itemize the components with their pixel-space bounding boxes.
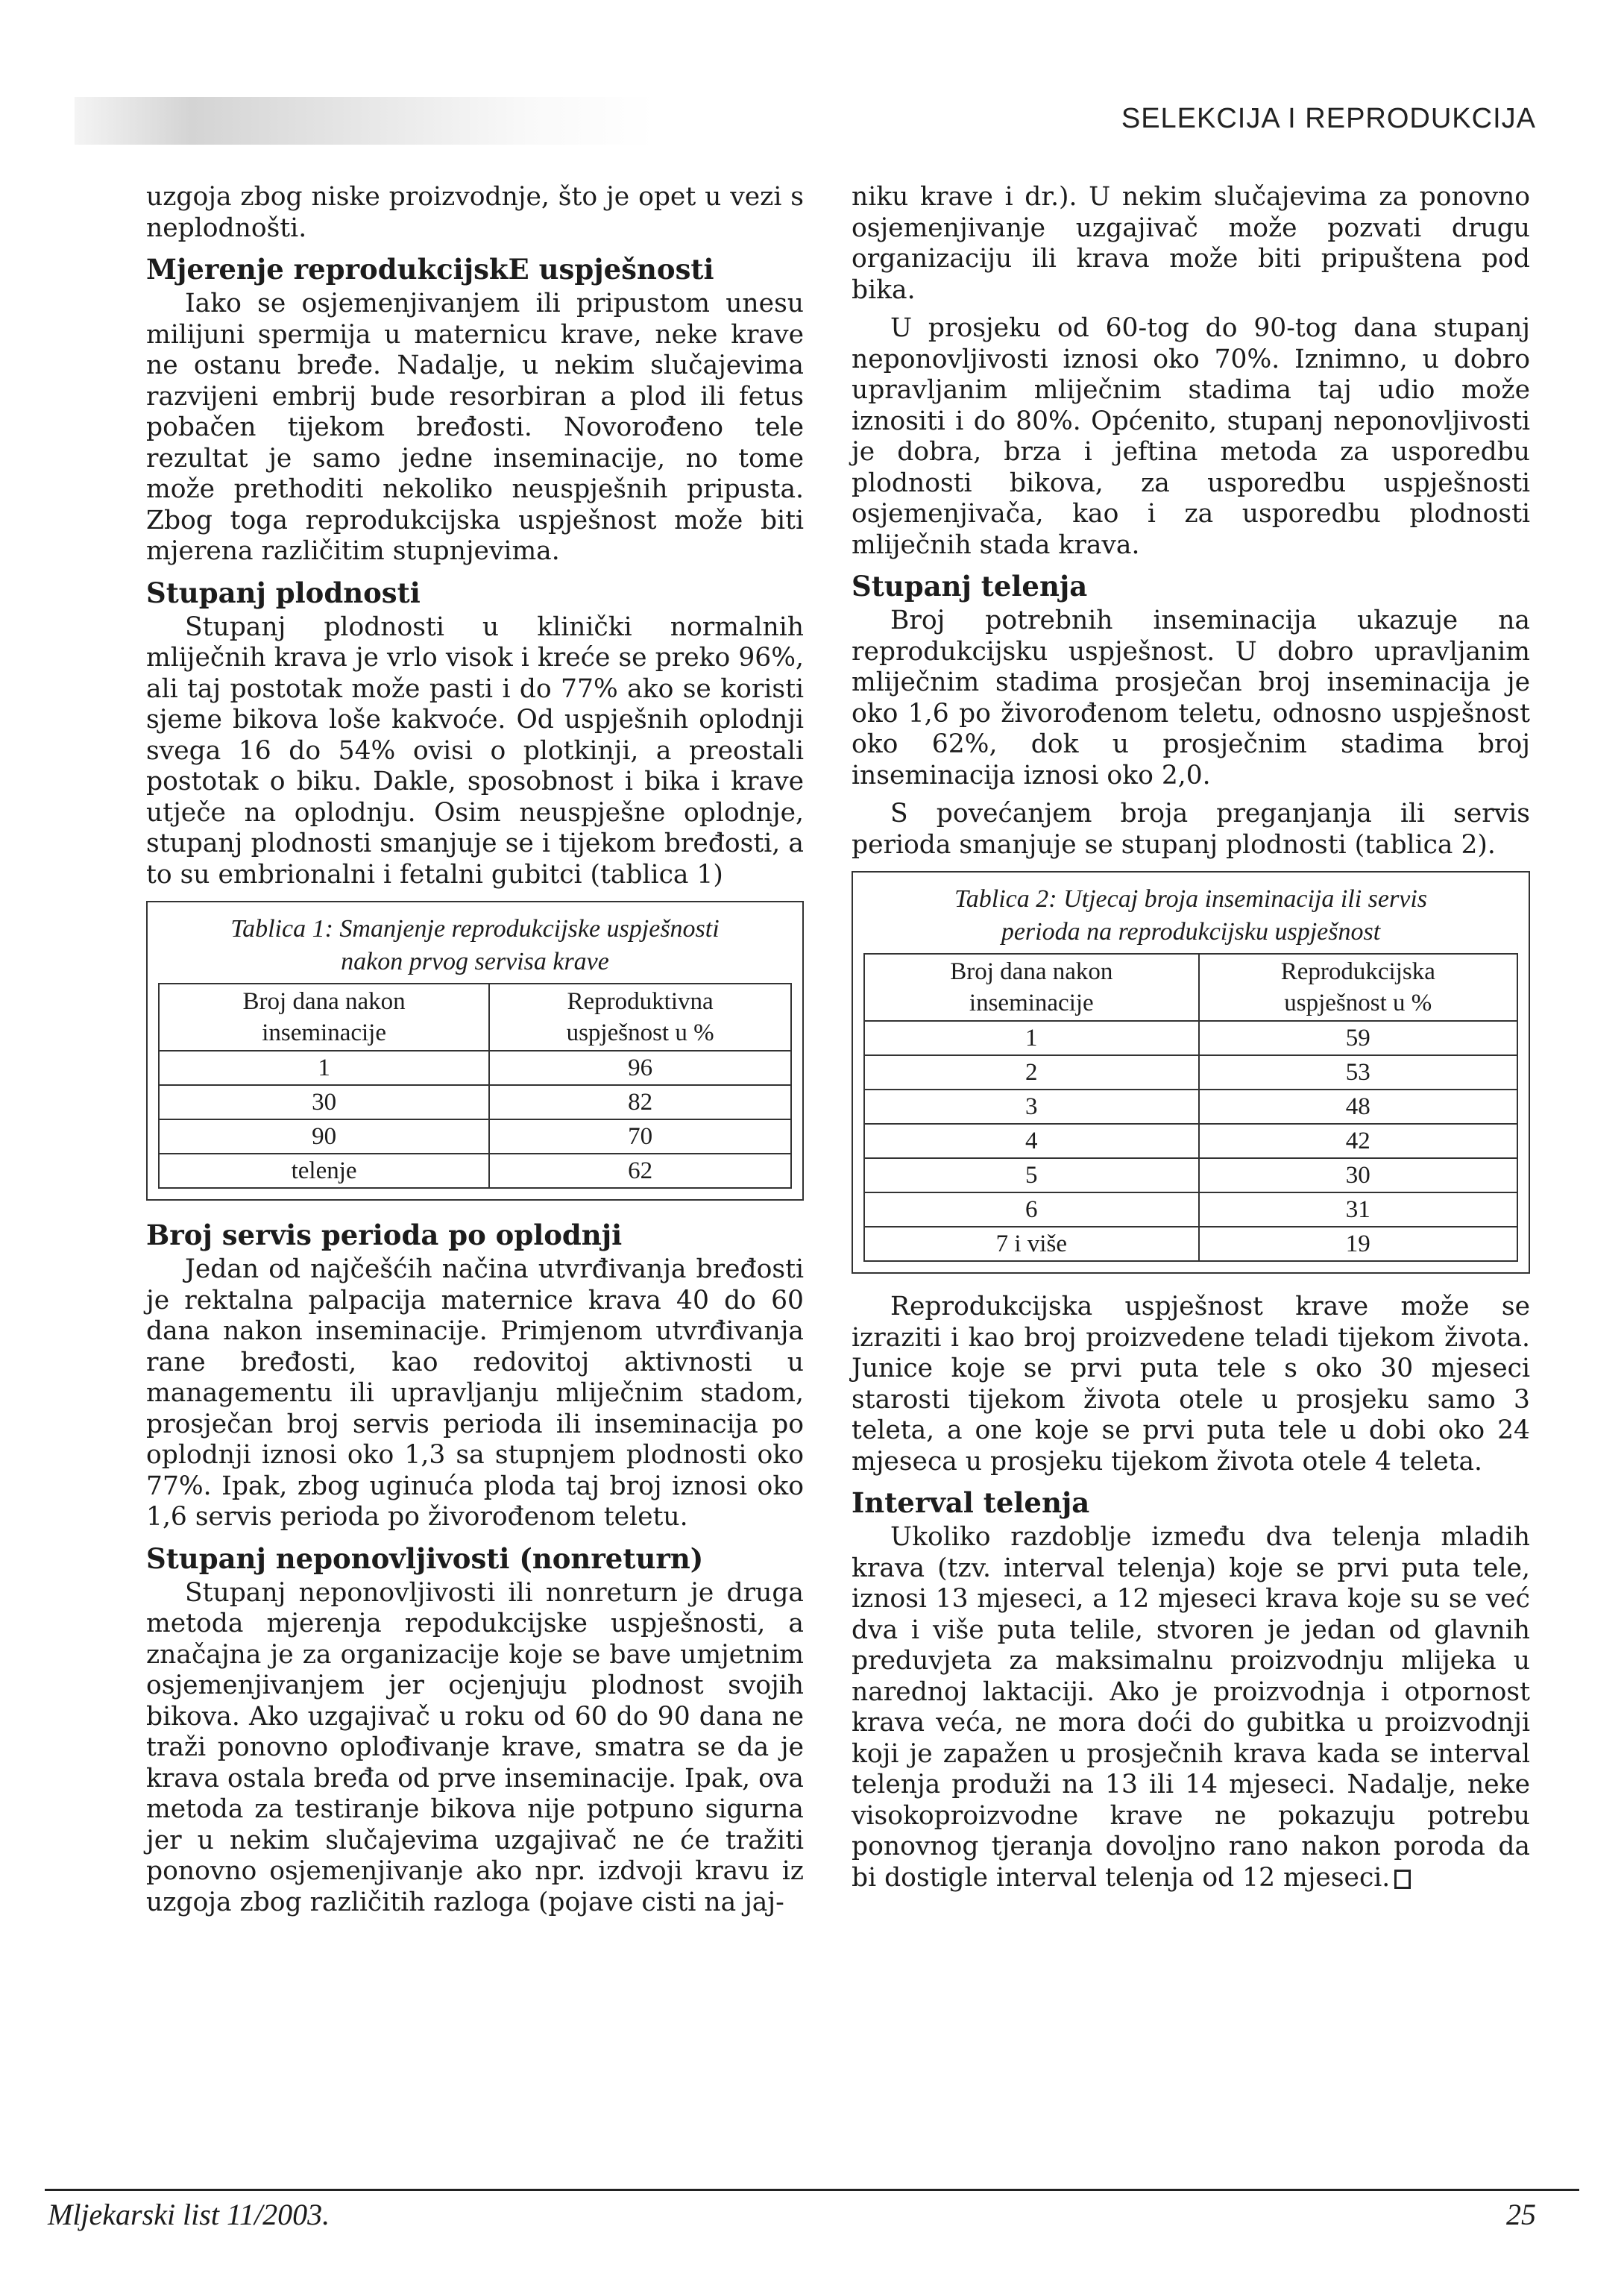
paragraph-povecanjem: S povećanjem broja preganjanja ili servis perioda smanjuje se stupanj plodnosti (tablica 2).: [852, 799, 1530, 860]
table-row: [864, 1124, 1517, 1158]
paragraph-nonreturn: Stupanj neponovljivosti ili nonreturn je druga metoda mjerenja repodukcijske uspješnosti, a značajna je za organizacije koje se bave umjetnim osjemenjivanjem jer ocjenjuju plodnost svojih bikova. Ako uzgajivač u roku od 60 do 90 dana ne traži ponovno oplođivanje krave, smatra se da je krava ostala bređa od prve inseminacije. Ipak, ova metoda za testiranje bikova nije potpuno sigurna jer u nekim slučajevima uzgajivač ne će tražiti ponovno osjemenjivanje ako npr. izdvoji kravu iz uzgoja zbog različitih razloga (pojave cisti na jaj-: [146, 1577, 804, 1917]
table-cell: 7 i više: [864, 1227, 1199, 1261]
table-row: [159, 1085, 791, 1119]
table-cell: 90: [159, 1119, 489, 1154]
table-row: [864, 1090, 1517, 1124]
heading-stupanj-plodnosti: Stupanj plodnosti: [146, 576, 421, 609]
table-cell: 48: [1199, 1090, 1517, 1124]
footer-rule: [45, 2189, 1579, 2191]
table-cell: 70: [489, 1119, 791, 1154]
heading-mjerenje: Mjerenje reprodukcijskE uspješnosti: [146, 253, 714, 286]
table-row: [864, 1055, 1517, 1090]
heading-interval-telenja: Interval telenja: [852, 1486, 1090, 1519]
table-header-row: [159, 984, 791, 1051]
table-header-cell: [159, 984, 489, 1051]
table-row: [864, 1192, 1517, 1227]
table-1-caption-line2: nakon prvog servisa krave: [341, 948, 609, 975]
header-text: uspješnost u %: [1284, 990, 1432, 1016]
table-1-grid: [158, 983, 792, 1189]
table-cell: 4: [864, 1124, 1199, 1158]
paragraph-stupanj-telenja: Broj potrebnih inseminacija ukazuje na reprodukcijsku uspješnost. U dobro upravljanim mliječnim stadima prosječan broj inseminacija je oko 1,6 po živorođenom teletu, odnosno uspješnost oko 62%, dok u prosječnim stadima broj inseminacija iznosi oko 2,0.: [852, 606, 1530, 790]
end-of-article-icon: [1394, 1870, 1411, 1889]
footer-page-number: 25: [1506, 2198, 1536, 2231]
header-text: Broj dana nakon: [950, 958, 1113, 985]
header-text: inseminacije: [262, 1019, 386, 1046]
table-2-caption-line2: perioda na reprodukcijsku uspješnost: [1001, 918, 1381, 946]
table-cell: 53: [1199, 1055, 1517, 1090]
table-cell: 42: [1199, 1124, 1517, 1158]
paragraph-interval-telenja: [852, 1522, 1530, 1893]
heading-stupanj-telenja: Stupanj telenja: [852, 570, 1088, 603]
table-header-cell: [489, 984, 791, 1051]
table-header-cell: [864, 954, 1199, 1021]
table-cell: 5: [864, 1158, 1199, 1192]
table-cell: 96: [489, 1051, 791, 1085]
table-cell: 19: [1199, 1227, 1517, 1261]
table-1-caption-line1: Tablica 1: Smanjenje reprodukcijske uspješnosti: [230, 915, 720, 943]
left-column: [146, 182, 804, 1926]
header-text: Broj dana nakon: [242, 988, 406, 1015]
table-cell: 59: [1199, 1021, 1517, 1055]
table-cell: 82: [489, 1085, 791, 1119]
running-head: SELEKCIJA I REPRODUKCIJA: [1121, 103, 1536, 134]
paragraph-continuation: niku krave i dr.). U nekim slučajevima za ponovno osjemenjivanje uzgajivač može pozvati drugu organizaciju ili krava može biti pripuštena pod bika.: [852, 182, 1530, 305]
table-row: [864, 1021, 1517, 1055]
table-cell: 62: [489, 1154, 791, 1188]
table-cell: 1: [159, 1051, 489, 1085]
table-row: [864, 1227, 1517, 1261]
table-cell: 6: [864, 1192, 1199, 1227]
table-row: [159, 1051, 791, 1085]
table-row: [159, 1119, 791, 1154]
table-cell: 30: [159, 1085, 489, 1119]
table-cell: 31: [1199, 1192, 1517, 1227]
paragraph-prosjek: U prosjeku od 60-tog do 90-tog dana stupanj neponovljivosti iznosi oko 70%. Iznimno, u dobro upravljanim mliječnim stadima taj udio može iznositi i do 80%. Općenito, stupanj neponovljivosti je dobra, brza i jeftina metoda za usporedbu plodnosti bikova, za usporedbu uspješnosti osjemenjivača, kao i za usporedbu plodnosti mliječnih stada krava.: [852, 313, 1530, 560]
heading-broj-servis: Broj servis perioda po oplodnji: [146, 1219, 623, 1251]
table-2-caption-line1: Tablica 2: Utjecaj broja inseminacija ili servis: [954, 885, 1427, 913]
table-cell: telenje: [159, 1154, 489, 1188]
paragraph-broj-servis: Jedan od najčešćih načina utvrđivanja bređosti je rektalna palpacija maternice krava 40 do 60 dana nakon inseminacije. Primjenom utvrđivanja rane bređosti, kao redovitoj aktivnosti u managementu ili upravljanju mliječnim stadom, prosječan broj servis perioda ili inseminacija po oplodnji iznosi oko 1,3 sa stupnjem plodnosti oko 77%. Ipak, zbog uginuća ploda taj broj iznosi oko 1,6 servis perioda po živorođenom teletu.: [146, 1254, 804, 1532]
table-header-row: [864, 954, 1517, 1021]
header-text: Reproduktivna: [567, 988, 714, 1015]
table-cell: 1: [864, 1021, 1199, 1055]
table-cell: 3: [864, 1090, 1199, 1124]
footer-journal: Mljekarski list 11/2003.: [48, 2198, 330, 2231]
paragraph-stupanj-plodnosti: Stupanj plodnosti u klinički normalnih mliječnih krava je vrlo visok i kreće se preko 96%, ali taj postotak može pasti i do 77% ako se koristi sjeme bikova loše kakvoće. Od uspješnih oplodnji svega 16 do 54% ovisi o plotkinji, a preostali postotak o biku. Dakle, sposobnost i bika i krave utječe na oplodnju. Osim neuspješne oplodnje, stupanj plodnosti smanjuje se i tijekom bređosti, a to su embrionalni i fetalni gubitci (tablica 1): [146, 612, 804, 890]
table-2-grid: [863, 953, 1518, 1262]
table-1: [146, 901, 804, 1201]
table-row: [159, 1154, 791, 1188]
right-column: [852, 182, 1530, 1901]
table-2: [852, 871, 1530, 1274]
table-row: [864, 1158, 1517, 1192]
header-text: Reprodukcijska: [1280, 958, 1435, 985]
paragraph-teladi: Reprodukcijska uspješnost krave može se izraziti i kao broj proizvedene teladi tijekom života. Junice koje se prvi puta tele s oko 30 mjeseci starosti tijekom života otele u prosjeku samo 3 teleta, a one koje se prvi puta tele u dobi oko 24 mjeseca u prosjeku tijekom života otele 4 teleta.: [852, 1292, 1530, 1477]
table-1-caption: [158, 913, 792, 978]
table-header-cell: [1199, 954, 1517, 1021]
paragraph-intro: uzgoja zbog niske proizvodnje, što je opet u vezi s neplodnošti.: [146, 182, 804, 243]
paragraph-interval-text: Ukoliko razdoblje između dva telenja mladih krava (tzv. interval telenja) koje se prvi puta tele, iznosi 13 mjeseci, a 12 mjeseci krava koje su se već dva i više puta telile, stvoren je jedan od glavnih preduvjeta za maksimalnu proizvodnju mlijeka u narednoj laktaciji. Ako je proizvodnja i otpornost krava veća, ne mora doći do gubitka u proizvodnji koji je zapažen u prosječnih krava kada se interval telenja produži na 13 ili 14 mjeseci. Nadalje, neke visokoproizvodne krave ne pokazuju potrebu ponovnog tjeranja dovoljno rano nakon poroda da bi dostigle interval telenja od 12 mjeseci.: [852, 1522, 1530, 1893]
heading-nonreturn: Stupanj neponovljivosti (nonreturn): [146, 1541, 704, 1575]
header-decoration: [75, 97, 656, 145]
paragraph-mjerenje: Iako se osjemenjivanjem ili pripustom unesu milijuni spermija u maternicu krave, neke krave ne ostanu bređe. Nadalje, u nekim slučajevima razvijeni embrij bude resorbiran a plod ili fetus pobačen tijekom bređosti. Novorođeno tele rezultat je samo jedne inseminacije, no tome može prethoditi nekoliko neuspješnih pripusta. Zbog toga reprodukcijska uspješnost može biti mjerena različitim stupnjevima.: [146, 289, 804, 566]
header-text: inseminacije: [969, 990, 1094, 1016]
table-2-caption: [863, 883, 1518, 949]
table-cell: 2: [864, 1055, 1199, 1090]
table-cell: 30: [1199, 1158, 1517, 1192]
header-text: uspješnost u %: [566, 1019, 714, 1046]
